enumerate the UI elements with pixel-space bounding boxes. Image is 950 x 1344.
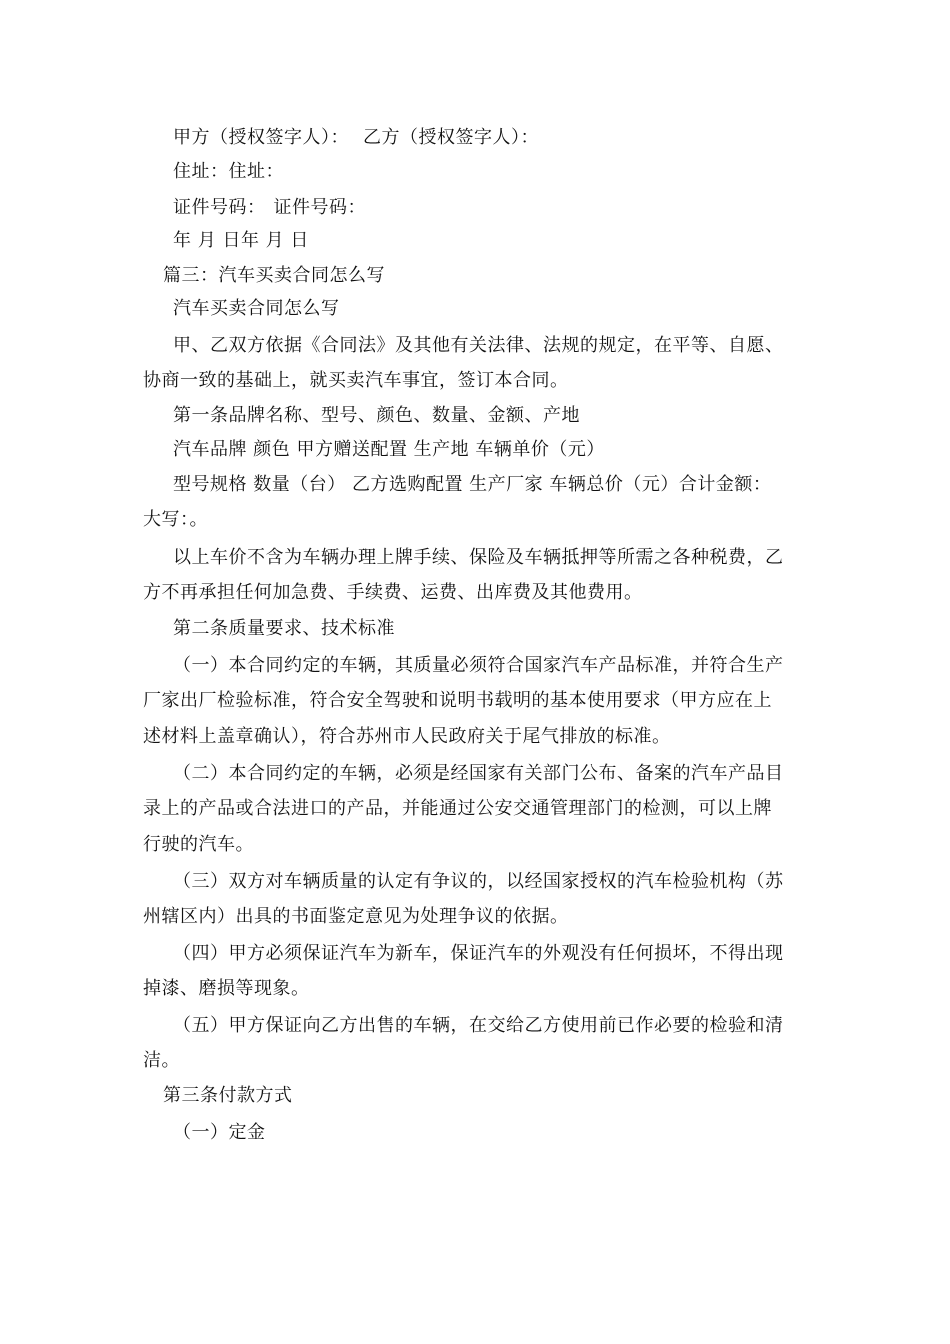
signature-id-line [173, 196, 366, 220]
article2-item5-line-1: （五）甲方保证向乙方出售的车辆，在交给乙方使用前已作必要的检验和清 [173, 1015, 784, 1036]
article2-item4-line-2: 掉漆、磨损等现象。 [143, 978, 310, 999]
article2-item1-line-2: 厂家出厂检验标准，符合安全驾驶和说明书载明的基本使用要求（甲方应在上 [143, 690, 772, 711]
article2-item5-line-2: 洁。 [143, 1050, 180, 1071]
signature-party-line [173, 126, 539, 150]
article3-item1: （一）定金 [173, 1122, 266, 1143]
article2-item2-line-1: （二）本合同约定的车辆，必须是经国家有关部门公布、备案的汽车产品目 [173, 763, 784, 784]
article1-note-line-1: 以上车价不含为车辆办理上牌手续、保险及车辆抵押等所需之各种税费，乙 [173, 547, 784, 568]
id-b-label: 证件号码： [273, 197, 366, 218]
signature-date-line [173, 229, 309, 253]
article3-heading: 第三条付款方式 [163, 1085, 293, 1106]
address-a-label: 住址： [173, 161, 229, 182]
signature-address-line [173, 160, 284, 184]
article2-item2-line-3: 行驶的汽车。 [143, 834, 254, 855]
date-b-label: 年 月 日 [240, 230, 309, 251]
party-a-label: 甲方（授权签字人）： [173, 127, 349, 148]
id-a-label: 证件号码： [173, 197, 266, 218]
address-b-label: 住址： [228, 161, 284, 182]
intro-line-2: 协商一致的基础上，就买卖汽车事宜，签订本合同。 [143, 370, 569, 391]
article1-table-row-3: 大写：。 [143, 509, 208, 530]
article1-table-row-1: 汽车品牌 颜色 甲方赠送配置 生产地 车辆单价（元） [173, 439, 605, 460]
article2-heading: 第二条质量要求、技术标准 [173, 618, 395, 639]
section-heading: 篇三：汽车买卖合同怎么写 [163, 265, 385, 286]
article2-item3-line-1: （三）双方对车辆质量的认定有争议的，以经国家授权的汽车检验机构（苏 [173, 871, 784, 892]
article1-table-row-2: 型号规格 数量（台） 乙方选购配置 生产厂家 车辆总价（元）合计金额： [173, 474, 772, 495]
date-a-label: 年 月 日 [173, 230, 241, 251]
article2-item1-line-3: 述材料上盖章确认），符合苏州市人民政府关于尾气排放的标准。 [143, 726, 671, 747]
article1-note-line-2: 方不再承担任何加急费、手续费、运费、出库费及其他费用。 [143, 582, 643, 603]
document-title: 汽车买卖合同怎么写 [173, 298, 340, 319]
article2-item1-line-1: （一）本合同约定的车辆，其质量必须符合国家汽车产品标准，并符合生产 [173, 655, 784, 676]
article2-item2-line-2: 录上的产品或合法进口的产品，并能通过公安交通管理部门的检测，可以上牌 [143, 798, 772, 819]
article1-heading: 第一条品牌名称、型号、颜色、数量、金额、产地 [173, 405, 580, 426]
party-b-label: 乙方（授权签字人）： [363, 127, 539, 148]
intro-line-1: 甲、乙双方依据《合同法》及其他有关法律、法规的规定，在平等、自愿、 [173, 335, 784, 356]
article2-item3-line-2: 州辖区内）出具的书面鉴定意见为处理争议的依据。 [143, 906, 569, 927]
article2-item4-line-1: （四）甲方必须保证汽车为新车，保证汽车的外观没有任何损坏，不得出现 [173, 943, 784, 964]
